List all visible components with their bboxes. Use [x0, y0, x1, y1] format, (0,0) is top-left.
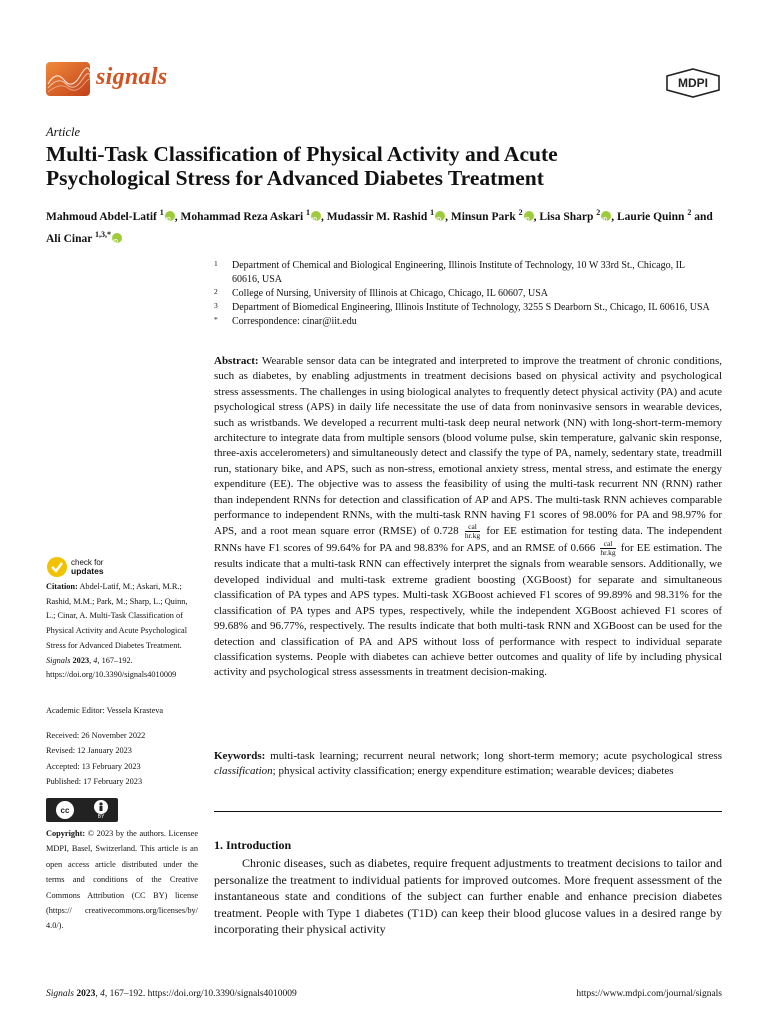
author-affiliation-number: 2 [687, 208, 692, 217]
unit-numerator: cal [600, 540, 615, 549]
cc-by-license-badge[interactable] [46, 798, 118, 822]
citation-doi[interactable]: 167–192. https://doi.org/10.3390/signals4010009 [46, 655, 177, 680]
check-updates-line1: check for [71, 558, 104, 567]
published-date: Published: 17 February 2023 [46, 777, 143, 787]
copyright-text: © 2023 by the authors. Licensee MDPI, Basel, Switzerland. This article is an open access article distributed under the terms and conditions of the Creative Commons Attribution (CC BY) license (https:// creativecommons.org/licenses/by/ 4.0/). [46, 829, 199, 931]
author[interactable]: Laurie Quinn [617, 210, 685, 223]
author[interactable]: Mohammad Reza Askari [180, 210, 304, 223]
affiliation-text: Correspondence: cinar@iit.edu [232, 316, 357, 327]
affiliations [214, 259, 714, 329]
affiliation-item [214, 287, 714, 301]
citation-journal: Signals [46, 655, 71, 665]
keywords-text-2: ; physical activity classification; energy expenditure estimation; wearable devices; diabetes [272, 765, 674, 778]
dates [46, 728, 198, 790]
copyright-label: Copyright: [46, 829, 86, 838]
abstract-text-3: for EE estimation. The results indicate that a multi-task RNN can effectively interpret the signals from wearable sensors. Additionally, we developed individual and multi-task extreme gradient boosting (XGBoost) for separate and simultaneous classification of PA types and APS types. Multi-task XGBoost achieved F1 scores of 99.89% and 98.31% for the classification of PA types and APS types, respectively, while the independent XGBoost achieved F1 scores of 99.68% and 96.77%, respectively. The results indicate that both multi-task RNN and XGBoost can be used for the detection and classification of PA and APS without loss of performance with respect to individual separate classification systems. People with diabetes can achieve better outcomes and quality of life by including physical activity and psychological stress assessments in treatment decision-making. [214, 542, 723, 679]
author-affiliation-number: 1 [306, 208, 311, 217]
orcid-icon[interactable] [435, 211, 445, 221]
journal-logo-icon [46, 62, 92, 103]
footer-pages[interactable]: 167–192. https://doi.org/10.3390/signals4010009 [109, 989, 297, 999]
unit-denominator: hr.kg [600, 548, 616, 558]
affiliation-item [214, 259, 714, 287]
check-for-updates-button[interactable] [46, 556, 104, 578]
author-affiliation-number: 1 [159, 208, 164, 217]
affiliation-number: 3 [214, 301, 218, 310]
unit-denominator: hr.kg [464, 531, 481, 541]
author[interactable]: Mudassir M. Rashid [326, 210, 428, 223]
keywords-text-1: multi-task learning; recurrent neural network; long short-term memory; acute psychological stress [270, 750, 722, 762]
attribution-icon [94, 800, 108, 820]
author[interactable]: Lisa Sharp [539, 210, 594, 223]
author-affiliation-number: 1,3,* [95, 229, 111, 239]
orcid-icon[interactable] [112, 233, 122, 243]
copyright [46, 826, 198, 934]
affiliation-number: 1 [214, 259, 218, 268]
person-icon [97, 802, 105, 812]
unit-fraction [465, 523, 480, 540]
affiliation-text: College of Nursing, University of Illinois at Chicago, Chicago, IL 60607, USA [232, 288, 548, 299]
abstract-text-1: Wearable sensor data can be integrated and interpreted to improve the treatment of chronic conditions, such as diabetes, by enabling adjustments in treatment decisions based on physical activity and psychological stress assessments. The challenges in using biological analytes to frequently detect physical activity (PA) and acute psychological stress (APS) in daily life necessitate the use of data from noninvasive sensors in wearable devices, such as wristbands. We developed a recurrent multi-task deep neural network (NN) with long-short-term-memory architecture to integrate data from multiple sensors (blood volume pulse, skin temperature, galvanic skin response, three-axis accelerometers) and simultaneously detect and classify the type of PA, namely, sedentary state, treadmill run, stationary bike, and APS, such as non-stress, emotional anxiety stress, mental stress, and estimate the energy expenditure (EE). The objective was to assess the feasibility of using the multi-task recurrent NN (RNN) rather than independent RNNs for detection and classification of AP and APS. The multi-task RNN achieves comparable performance to independent RNNs, with the multi-task RNN having F1 scores of 98.00% for PA and 98.97% for APS, and a root mean square error (RMSE) of 0.728 [214, 355, 722, 538]
footer-citation: Signals 2023, 4, 167–192. https://doi.org/10.3390/signals4010009 [46, 989, 297, 999]
citation-text: Abdel-Latif, M.; Askari, M.R.; Rashid, M.M.; Park, M.; Sharp, L.; Quinn, L.; Cinar, A. Multi-Task Classification of Physical Activity and Acute Psychological Stress for Advanced Diabetes Treatment. [46, 582, 188, 650]
check-updates-line2: updates [71, 566, 104, 576]
unit-fraction [600, 540, 615, 557]
orcid-icon[interactable] [524, 211, 534, 221]
footer-url[interactable]: https://www.mdpi.com/journal/signals [576, 989, 722, 999]
cc-label: cc [60, 805, 70, 815]
check-updates-icon [46, 556, 68, 578]
abstract-label: Abstract: [214, 355, 259, 367]
citation-label: Citation: [46, 582, 78, 591]
orcid-icon[interactable] [165, 211, 175, 221]
keywords-italic: classification [214, 765, 273, 778]
received-date: Received: 26 November 2022 [46, 731, 146, 740]
author-affiliation-number: 1 [430, 208, 435, 217]
academic-editor: Academic Editor: Vessela Krasteva [46, 706, 164, 715]
divider [214, 811, 722, 812]
revised-date: Revised: 12 January 2023 [46, 746, 132, 756]
citation-volume: 4 [93, 655, 98, 665]
section-title: 1. Introduction [214, 838, 292, 852]
author[interactable]: Minsun Park [450, 210, 516, 223]
affiliation-number: 2 [214, 287, 218, 296]
cc-icon [56, 801, 74, 819]
citation-year: 2023 [72, 655, 90, 665]
author[interactable]: Ali Cinar [46, 232, 93, 245]
footer-year: 2023 [76, 989, 96, 999]
affiliation-item [214, 301, 714, 315]
author-affiliation-number: 2 [518, 208, 523, 217]
abstract [214, 354, 722, 681]
affiliation-text: Department of Biomedical Engineering, Illinois Institute of Technology, 3255 S Dearborn St., Chicago, IL 60616, USA [232, 302, 710, 313]
author-list: Mahmoud Abdel-Latif $^1$iD , Mohammad Reza Askari $^1$iD , Mudassir M. Rashid $^1$iD , Minsun Park $^2$iD , Lisa Sharp $^2$iD , Laurie Quinn $^2$ and Ali Cinar $^{1,3,*}$iD [46, 204, 726, 248]
article-title: Multi-Task Classification of Physical Activity and Acute Psychological Stress for Advanced Diabetes Treatment [46, 142, 558, 190]
journal-name: signals [96, 64, 168, 90]
citation: Citation: Abdel-Latif, M.; Askari, M.R.; Rashid, M.M.; Park, M.; Sharp, L.; Quinn, L.; Cinar, A. Multi-Task Classification of Physical Activity and Acute Psychological Stress for Advanced Diabetes Treatment. Signals 2023, 4, 167–192. https://doi.org/10.3390/signals4010009 [46, 582, 188, 680]
intro-paragraph: Chronic diseases, such as diabetes, require frequent adjustments to treatment decisions to tailor and personalize the treatment to individual patients for improved outcomes. More frequent assessment of the instantaneous state and conditions of the subject can further enable and enhance precision diabetes treatment. People with Type 1 diabetes (T1D) can keep their blood glucose values in a desired range by incorporating their physical activity [214, 856, 722, 936]
affiliation-number: * [214, 315, 218, 324]
footer-journal: Signals [46, 989, 74, 999]
orcid-icon[interactable] [601, 211, 611, 221]
affiliation-item [214, 315, 714, 329]
publisher-logo [664, 68, 722, 103]
affiliation-text: Department of Chemical and Biological Engineering, Illinois Institute of Technology, 10 W 33rd St., Chicago, IL 60616, USA [232, 260, 685, 285]
accepted-date: Accepted: 13 February 2023 [46, 761, 141, 771]
orcid-icon[interactable] [311, 211, 321, 221]
by-label: BY [97, 814, 105, 820]
footer-volume: 4 [100, 989, 105, 999]
keywords [214, 749, 722, 780]
author-affiliation-number: 2 [596, 208, 601, 217]
keywords-label: Keywords: [214, 750, 266, 762]
article-type: Article [46, 125, 81, 139]
unit-numerator: cal [465, 523, 480, 532]
publisher-name: MDPI [678, 76, 708, 90]
author[interactable]: Mahmoud Abdel-Latif [46, 210, 157, 223]
abstract-text-2: for EE estimation for testing data. The independent RNNs have F1 scores of 99.64% for PA and 98.83% for APS, and an RMSE of 0.666 [214, 525, 723, 555]
